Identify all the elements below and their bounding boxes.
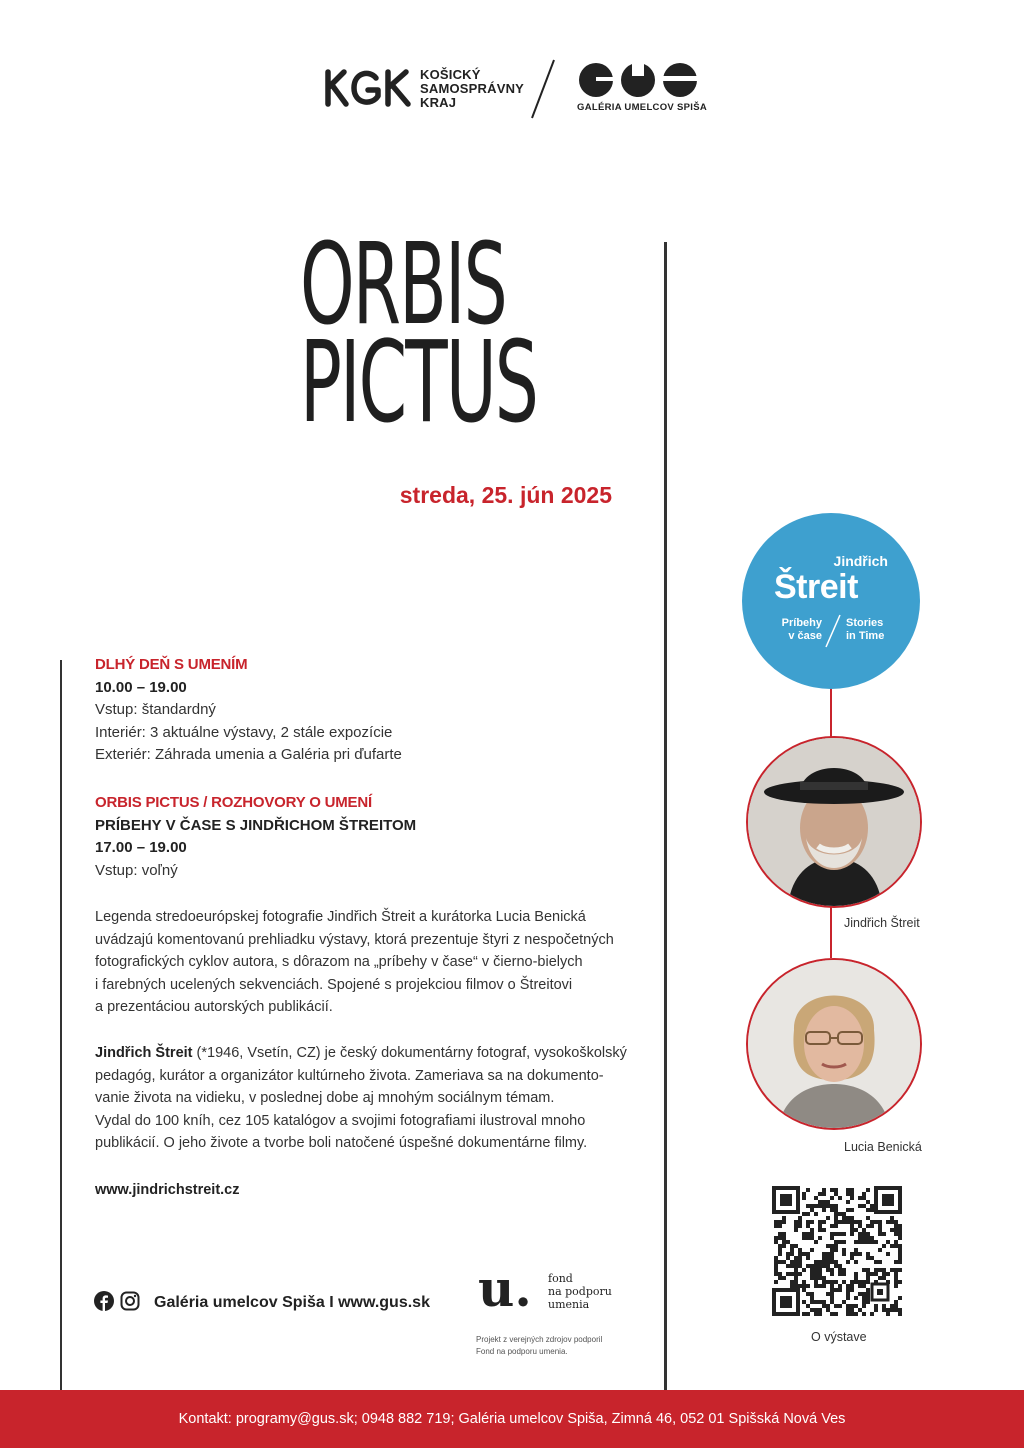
fond-note: Projekt z verejných zdrojov podporil Fond na podporu umenia.	[476, 1335, 603, 1356]
bio-line: (*1946, Vsetín, CZ) je český dokumentárny fotograf, vysokoškolský	[192, 1045, 627, 1061]
description-line: uvádzajú komentovanú prehliadku výstavy, ktorá prezentuje štyri z nespočetných	[95, 931, 614, 948]
ksk-name: KOŠICKÝ SAMOSPRÁVNY KRAJ	[420, 67, 525, 110]
program-talk	[95, 792, 655, 882]
program1-line: Exteriér: Záhrada umenia a Galéria pri ďufarte	[95, 746, 402, 763]
portrait-lucia-benicka	[746, 958, 922, 1130]
badge-subtitle-en: Stories in Time	[846, 617, 885, 642]
program1-time: 10.00 – 19.00	[95, 678, 187, 696]
social-row	[94, 1290, 430, 1316]
description-line: i farebných ucelených sekvenciách. Spojené s projekciou filmov o Štreitovi	[95, 976, 573, 993]
program1-heading: DLHÝ DEŇ S UMENÍM	[95, 656, 248, 673]
exhibition-badge	[742, 513, 920, 689]
caption-person2: Lucia Benická	[844, 1140, 922, 1154]
program2-heading: ORBIS PICTUS / ROZHOVORY O UMENÍ	[95, 794, 372, 811]
title-line-1: ORBIS	[300, 220, 506, 350]
logo-divider	[528, 58, 558, 120]
contact-text: Kontakt: programy@gus.sk; 0948 882 719; Galéria umelcov Spiša, Zimná 46, 052 01 Spišská Nová Ves	[178, 1411, 846, 1427]
event-date: streda, 25. jún 2025	[399, 482, 612, 508]
description	[95, 906, 655, 1019]
exhibition-title	[300, 220, 538, 448]
qr-caption: O výstave	[811, 1330, 867, 1344]
gus-name: GALÉRIA UMELCOV SPIŠA	[577, 102, 707, 113]
facebook-icon[interactable]	[94, 1291, 114, 1316]
description-line: Legenda stredoeurópskej fotografie Jindřich Štreit a kurátorka Lucia Benická	[95, 909, 586, 925]
vertical-divider	[664, 242, 667, 1390]
left-divider	[60, 660, 62, 1390]
program1-line: Vstup: štandardný	[95, 701, 216, 718]
bio-line: vanie života na vidieku, v poslednej dobe aj mnohým sociálnym témam.	[95, 1090, 555, 1106]
portrait-jindrich-streit	[746, 736, 922, 908]
fond-name: fond na podporu umenia	[548, 1272, 612, 1311]
title-line-2: PICTUS	[300, 318, 538, 448]
qr-code[interactable]	[772, 1186, 902, 1316]
program2-entry: Vstup: voľný	[95, 861, 178, 879]
caption-person1: Jindřich Štreit	[844, 916, 920, 930]
bio-name: Jindřich Štreit	[95, 1045, 193, 1061]
description-line: fotografických cyklov autora, s dôrazom na „príbehy v čase“ v čierno-bielych	[95, 954, 583, 970]
instagram-icon[interactable]	[120, 1291, 140, 1316]
badge-first-name: Jindřich	[833, 553, 888, 569]
website-link[interactable]: www.jindrichstreit.cz	[95, 1182, 240, 1198]
description-line: a prezentáciou autorských publikácií.	[95, 999, 333, 1015]
contact-bar	[0, 1390, 1024, 1448]
program2-subheading: PRÍBEHY V ČASE S JINDŘICHOM ŠTREITOM	[95, 816, 417, 834]
ksk-logo-mark	[322, 64, 414, 112]
fond-logo-mark	[478, 1262, 540, 1318]
program-long-day	[95, 654, 655, 767]
badge-last-name: Štreit	[774, 568, 858, 606]
fond-mark-text: u.	[478, 1262, 532, 1318]
bio-line: publikácií. O jeho živote a tvorbe boli natočené úspešné dokumentárne filmy.	[95, 1135, 588, 1151]
program2-time: 17.00 – 19.00	[95, 839, 187, 856]
gus-logo-mark	[576, 62, 700, 98]
social-text[interactable]: Galéria umelcov Spiša I www.gus.sk	[154, 1294, 430, 1311]
badge-divider	[824, 613, 842, 649]
artist-bio	[95, 1042, 655, 1155]
program1-line: Interiér: 3 aktuálne výstavy, 2 stále expozície	[95, 723, 393, 741]
bio-line: Vydal do 100 kníh, cez 105 katalógov a svojimi fotografiami ilustroval mnoho	[95, 1112, 586, 1129]
bio-line: pedagóg, kurátor a organizátor kultúrneho života. Zameriava sa na dokumento-	[95, 1067, 604, 1084]
badge-subtitle-sk: Príbehy v čase	[781, 617, 822, 642]
